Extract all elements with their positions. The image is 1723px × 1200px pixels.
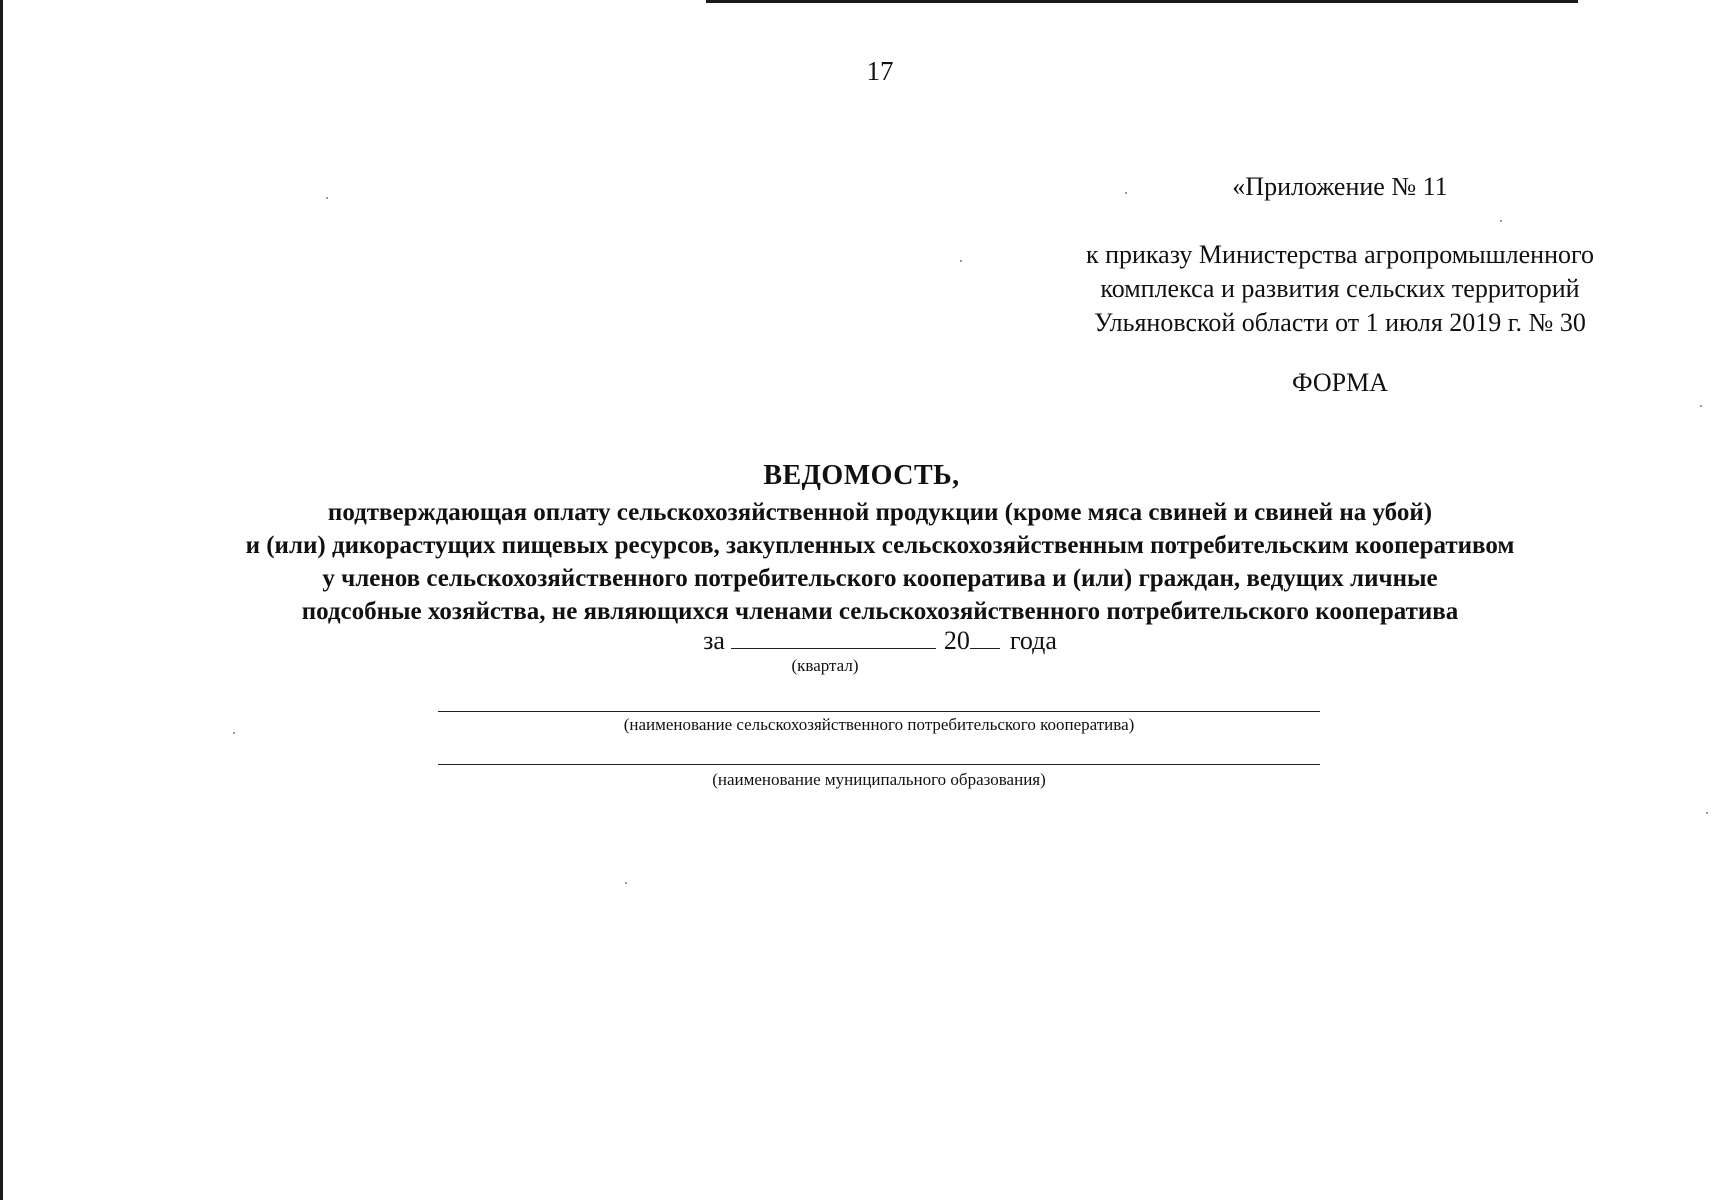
cooperative-name-line [438, 711, 1320, 712]
document-subtitle-line: подсобные хозяйства, не являющихся членами сельскохозяйственного потребительского кооператива [301, 598, 1459, 625]
document-subtitle [110, 496, 1650, 628]
quarter-caption: (квартал) [791, 656, 859, 675]
year-blank-field [970, 626, 1000, 649]
document-title: ВЕДОМОСТЬ, [763, 460, 960, 491]
cooperative-name-caption: (наименование сельскохозяйственного потребительского кооператива) [623, 715, 1135, 734]
scan-speck [233, 732, 235, 734]
period-line [600, 626, 1160, 656]
scan-speck [960, 260, 962, 262]
order-reference [1030, 238, 1650, 340]
order-reference-line: комплекса и развития сельских территорий [1100, 274, 1580, 303]
order-reference-line: Ульяновской области от 1 июля 2019 г. № 30 [1094, 308, 1586, 337]
period-prefix: за [703, 626, 725, 655]
document-subtitle-line: и (или) дикорастущих пищевых ресурсов, закупленных сельскохозяйственным потребительским кооперативом [245, 532, 1515, 559]
scan-left-edge [0, 0, 3, 1200]
order-reference-line: к приказу Министерства агропромышленного [1085, 240, 1595, 269]
scan-speck [1125, 192, 1127, 194]
scan-speck [326, 197, 328, 199]
quarter-blank-field [731, 626, 936, 649]
appendix-title: «Приложение № 11 [1232, 172, 1448, 201]
document-subtitle-line: у членов сельскохозяйственного потребительского кооператива и (или) граждан, ведущих личные [322, 565, 1438, 592]
scan-speck [625, 882, 627, 884]
scan-speck [1500, 220, 1502, 222]
scan-top-rule [706, 0, 1578, 3]
page-number: 17 [866, 56, 894, 86]
scan-speck [1706, 812, 1708, 814]
form-label: ФОРМА [1292, 368, 1388, 397]
document-subtitle-line: подтверждающая оплату сельскохозяйственной продукции (кроме мяса свиней и свиней на убой) [327, 499, 1433, 526]
municipality-name-caption: (наименование муниципального образования) [712, 770, 1046, 789]
municipality-name-line [438, 764, 1320, 765]
period-suffix: года [1009, 626, 1057, 655]
scan-speck [1700, 405, 1702, 407]
year-prefix: 20 [943, 626, 970, 655]
